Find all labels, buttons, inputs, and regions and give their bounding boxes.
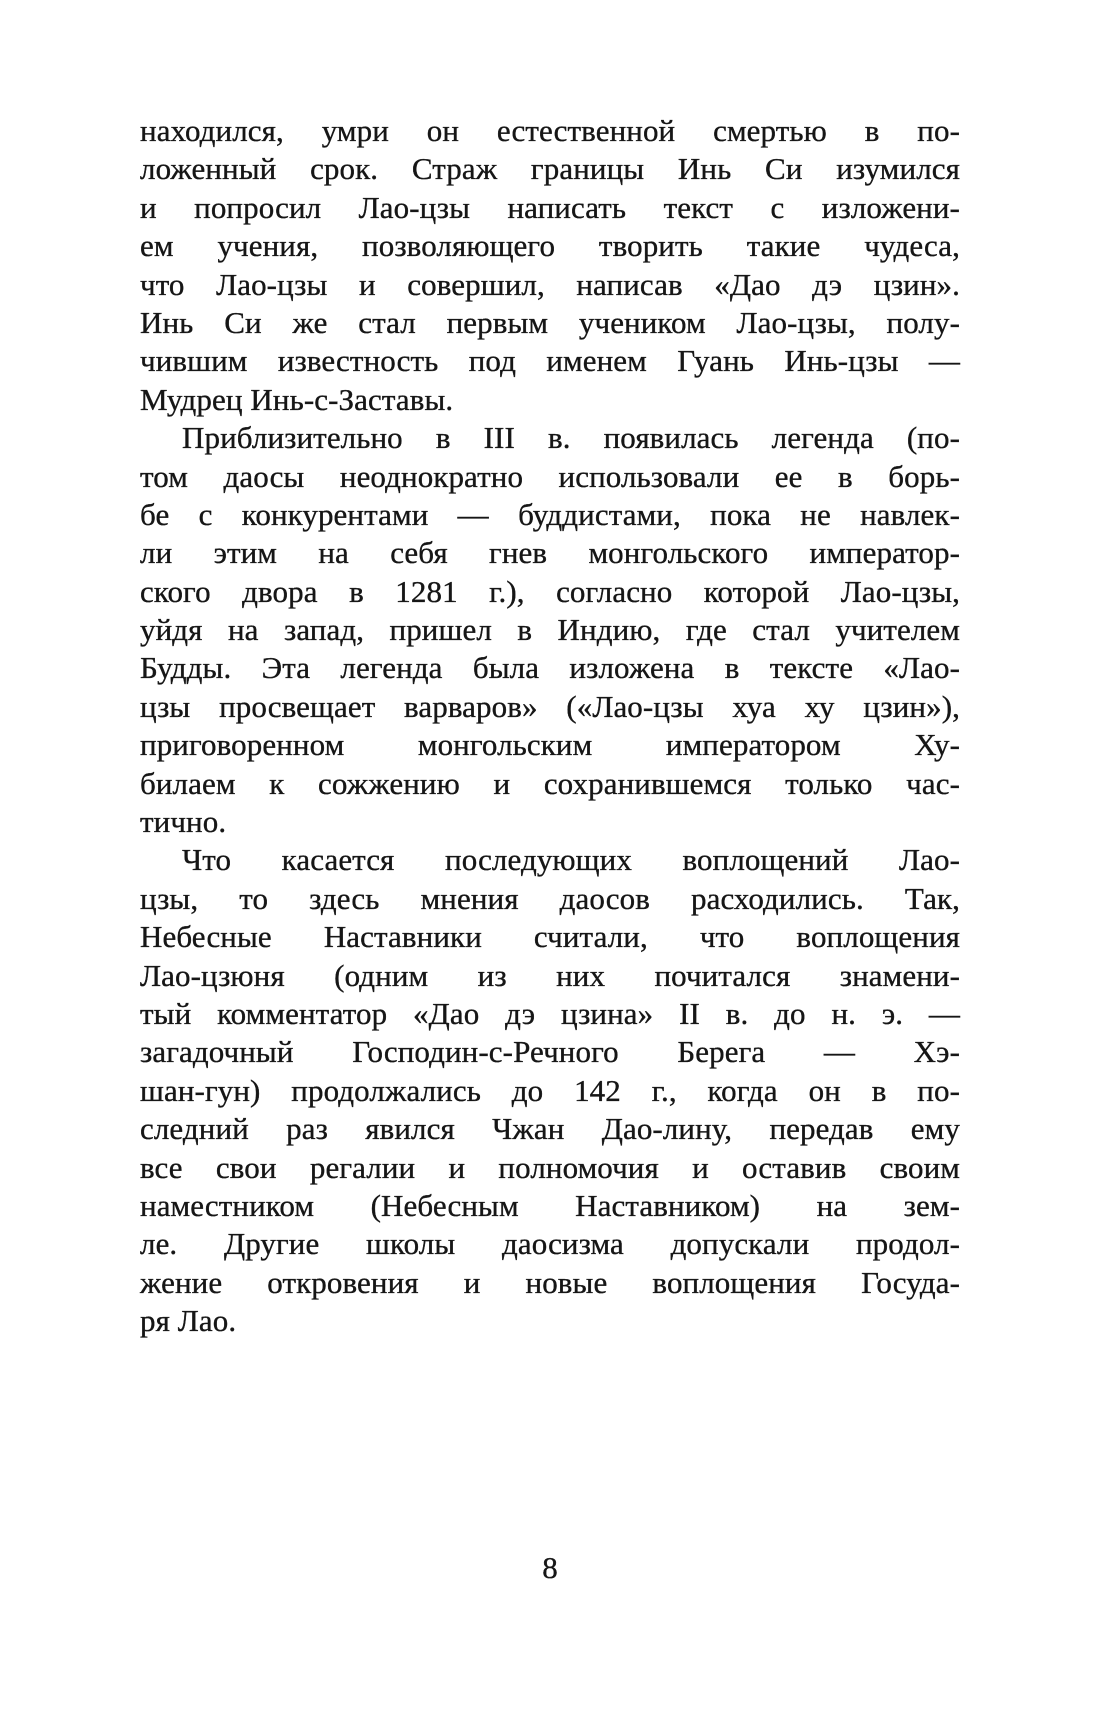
text-line: уйдя на запад, пришел в Индию, где стал учителем xyxy=(140,612,960,648)
text-line: приговоренном монгольским императором Ху- xyxy=(140,727,960,763)
text-line: Что касается последующих воплощений Лао- xyxy=(182,842,960,878)
text-line: ли этим на себя гнев монгольского император- xyxy=(140,535,960,571)
page-number: 8 xyxy=(542,1549,558,1585)
text-line: Небесные Наставники считали, что воплощения xyxy=(140,919,960,955)
text-line: тично. xyxy=(140,804,227,840)
text-line: Приблизительно в III в. появилась легенда (по- xyxy=(182,420,960,456)
text-line: Мудрец Инь-с-Заставы. xyxy=(140,381,454,417)
paragraph xyxy=(140,419,960,841)
text-line: тый комментатор «Дао дэ цзина» II в. до н. э. — xyxy=(140,995,960,1031)
text-line: Лао-цзюня (одним из них почитался знамени- xyxy=(140,957,960,993)
text-line: билаем к сожжению и сохранившемся только час- xyxy=(140,765,960,801)
text-line: том даосы неоднократно использовали ее в борь- xyxy=(140,458,960,494)
text-line: что Лао-цзы и совершил, написав «Дао дэ цзин». xyxy=(140,266,960,302)
text-line: Будды. Эта легенда была изложена в тексте «Лао- xyxy=(140,650,960,686)
text-line: загадочный Господин-с-Речного Берега — Хэ- xyxy=(140,1034,960,1070)
text-line: следний раз явился Чжан Дао-лину, передав ему xyxy=(140,1111,960,1147)
text-line: жение откровения и новые воплощения Госуда- xyxy=(140,1264,960,1300)
text-line: наместником (Небесным Наставником) на зем- xyxy=(140,1187,960,1223)
paragraph xyxy=(140,841,960,1340)
text-line: ле. Другие школы даосизма допускали продол- xyxy=(140,1226,960,1262)
text-line: шан-гун) продолжались до 142 г., когда он в по- xyxy=(140,1072,960,1108)
text-line: цзы, то здесь мнения даосов расходились. Так, xyxy=(140,880,960,916)
text-line: чившим известность под именем Гуань Инь-цзы — xyxy=(140,343,960,379)
text-line: бе с конкурентами — буддистами, пока не навлек- xyxy=(140,496,960,532)
text-line: ского двора в 1281 г.), согласно которой Лао-цзы, xyxy=(140,573,960,609)
text-line: ря Лао. xyxy=(140,1303,237,1339)
text-line: все свои регалии и полномочия и оставив своим xyxy=(140,1149,960,1185)
paragraph xyxy=(140,112,960,419)
text-line: Инь Си же стал первым учеником Лао-цзы, полу- xyxy=(140,304,960,340)
text-line: ложенный срок. Страж границы Инь Си изумился xyxy=(140,151,960,187)
text-block xyxy=(140,112,960,1341)
text-line: ем учения, позволяющего творить такие чудеса, xyxy=(140,228,960,264)
text-line: находился, умри он естественной смертью в по- xyxy=(140,113,960,148)
text-line: и попросил Лао-цзы написать текст с изложени- xyxy=(140,189,960,225)
text-line: цзы просвещает варваров» («Лао-цзы хуа ху цзин»), xyxy=(140,688,960,724)
